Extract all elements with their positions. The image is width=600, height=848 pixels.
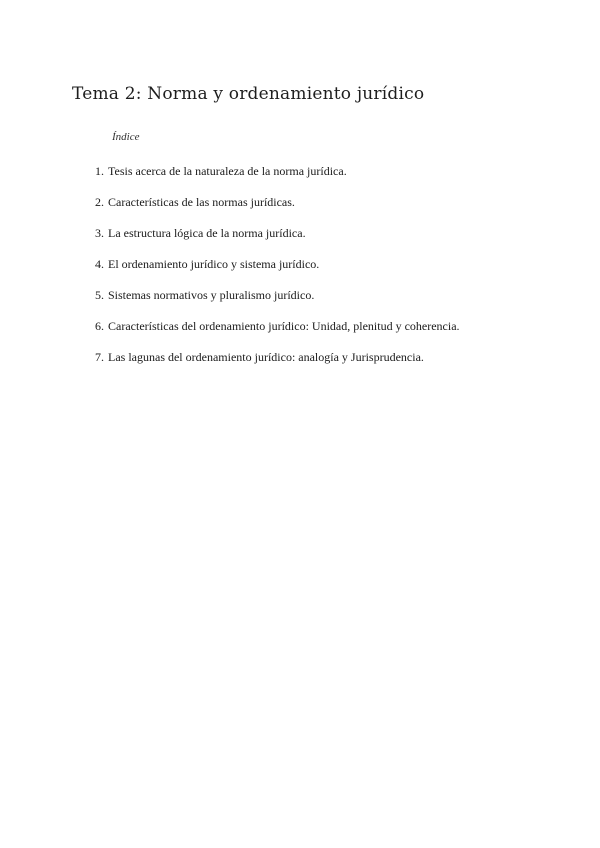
toc-item-text: La estructura lógica de la norma jurídica. xyxy=(108,226,306,240)
toc-item-text: Tesis acerca de la naturaleza de la norma jurídica. xyxy=(108,164,347,178)
toc-item-number: 3. xyxy=(95,226,104,240)
toc-item xyxy=(84,224,554,255)
toc-item-text: Características del ordenamiento jurídico: Unidad, plenitud y coherencia. xyxy=(108,319,460,333)
index-heading: Índice xyxy=(112,131,140,143)
toc-item xyxy=(84,286,554,317)
table-of-contents xyxy=(84,162,554,379)
toc-item-text: Sistemas normativos y pluralismo jurídico. xyxy=(108,288,315,302)
document-title: Tema 2: Norma y ordenamiento jurídico xyxy=(72,84,425,104)
toc-item xyxy=(84,162,554,193)
toc-item xyxy=(84,317,554,348)
toc-item-number: 6. xyxy=(95,319,104,333)
toc-item xyxy=(84,255,554,286)
toc-item-text: Características de las normas jurídicas. xyxy=(108,195,295,209)
toc-item xyxy=(84,193,554,224)
toc-item-number: 7. xyxy=(95,350,104,364)
toc-item-text: Las lagunas del ordenamiento jurídico: analogía y Jurisprudencia. xyxy=(108,350,424,364)
toc-item-number: 4. xyxy=(95,257,104,271)
toc-item-text: El ordenamiento jurídico y sistema jurídico. xyxy=(108,257,320,271)
toc-item-number: 5. xyxy=(95,288,104,302)
toc-item xyxy=(84,348,554,379)
toc-item-number: 1. xyxy=(95,164,104,178)
toc-item-number: 2. xyxy=(95,195,104,209)
